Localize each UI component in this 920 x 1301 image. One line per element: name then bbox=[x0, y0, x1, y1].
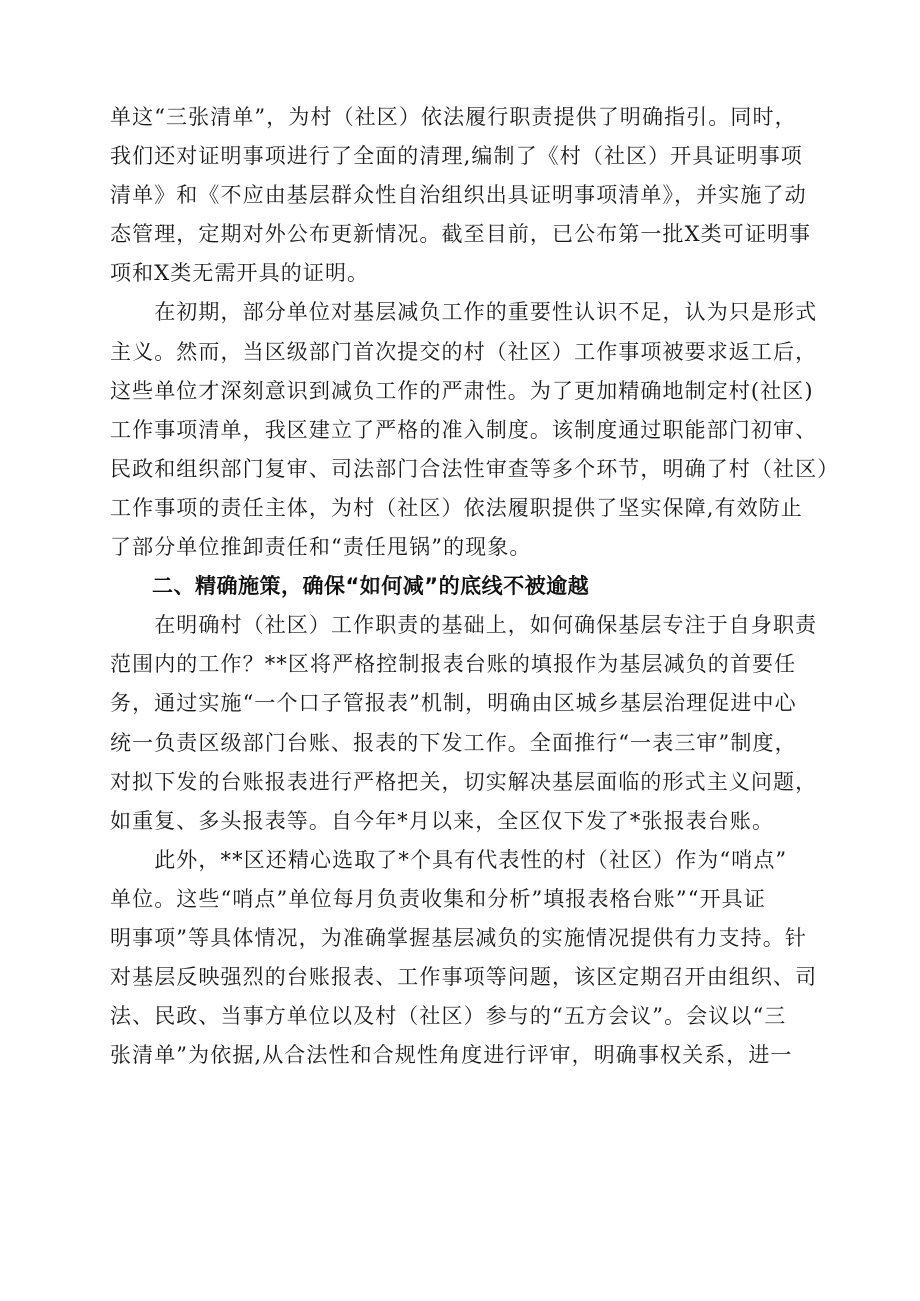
text-line: 在初期，部分单位对基层减负工作的重要性认识不足，认为只是形式 bbox=[110, 300, 818, 325]
text-line: 范围内的工作？**区将严格控制报表台账的填报作为基层减负的首要任 bbox=[110, 652, 797, 677]
text-line: 清单》和《不应由基层群众性自治组织出具证明事项清单》，并实施了动 bbox=[110, 183, 807, 208]
text-line: 主义。然而，当区级部门首次提交的村（社区）工作事项被要求返工后， bbox=[110, 339, 818, 364]
section-heading: 二、精确施策，确保“如何减”的底线不被逾越 bbox=[152, 574, 590, 599]
text-line: 如重复、多头报表等。自今年*月以来，全区仅下发了*张报表台账。 bbox=[110, 808, 775, 833]
text-line: 单这“三张清单”，为村（社区）依法履行职责提供了明确指引。同时， bbox=[110, 105, 797, 129]
text-line: 工作事项清单，我区建立了严格的准入制度。该制度通过职能部门初审、 bbox=[110, 417, 818, 442]
text-line: 工作事项的责任主体，为村（社区）依法履职提供了坚实保障,有效防止 bbox=[110, 495, 803, 520]
document-body bbox=[110, 98, 844, 1075]
text-line: 我们还对证明事项进行了全面的清理,编制了《村（社区）开具证明事项 bbox=[110, 144, 803, 169]
text-line: 态管理，定期对外公布更新情况。截至目前，已公布第一批X类可证明事 bbox=[110, 222, 812, 247]
text-line: 民政和组织部门复审、司法部门合法性审查等多个环节，明确了村（社区） bbox=[110, 456, 840, 481]
text-line: 在明确村（社区）工作职责的基础上，如何确保基层专注于自身职责 bbox=[110, 613, 818, 638]
text-line: 统一负责区级部门台账、报表的下发工作。全面推行“一表三审”制度， bbox=[110, 730, 797, 755]
text-line: 了部分单位推卸责任和“责任甩锅”的现象。 bbox=[110, 535, 532, 560]
text-line: 此外，**区还精心选取了*个具有代表性的村（社区）作为“哨点” bbox=[110, 847, 788, 872]
text-line: 对拟下发的台账报表进行严格把关，切实解决基层面临的形式主义问题， bbox=[110, 769, 818, 794]
text-line: 明事项”等具体情况，为准确掌握基层减负的实施情况提供有力支持。针 bbox=[110, 925, 807, 950]
text-line: 务，通过实施“一个口子管报表”机制，明确由区城乡基层治理促进中心 bbox=[110, 691, 797, 716]
text-line: 项和X类无需开具的证明。 bbox=[110, 261, 370, 286]
text-line: 张清单”为依据,从合法性和合规性角度进行评审，明确事权关系，进一 bbox=[110, 1043, 793, 1068]
text-line: 对基层反映强烈的台账报表、工作事项等问题，该区定期召开由组织、司 bbox=[110, 965, 818, 990]
text-line: 法、民政、当事方单位以及村（社区）参与的“五方会议”。会议以“三 bbox=[110, 1004, 787, 1029]
text-line: 这些单位才深刻意识到减负工作的严肃性。为了更加精确地制定村(社区) bbox=[110, 378, 814, 403]
text-line: 单位。这些“哨点”单位每月负责收集和分析”填报表格台账”“开具证 bbox=[110, 886, 766, 911]
